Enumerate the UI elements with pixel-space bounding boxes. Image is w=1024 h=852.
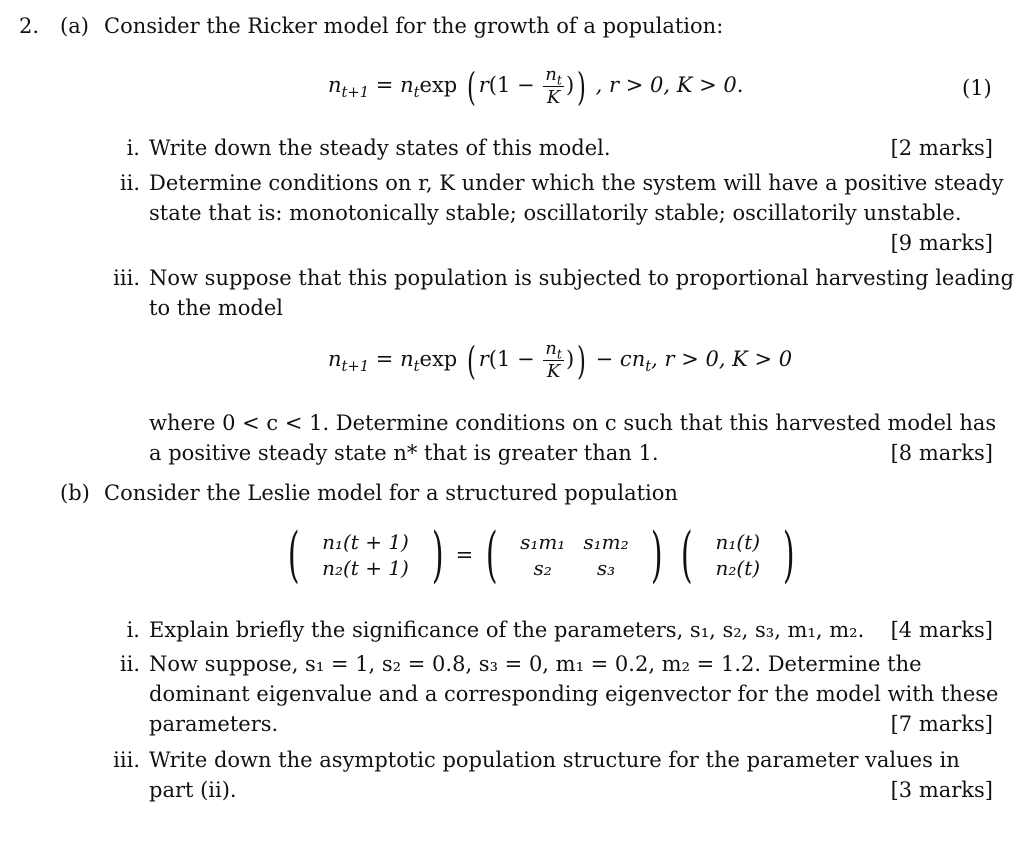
part-a-label: (a) (60, 14, 89, 38)
part-b-intro: Consider the Leslie model for a structured population (104, 481, 678, 505)
item-a-iii-line-2: to the model (149, 296, 283, 320)
item-a-ii-line-1: Determine conditions on r, K under which the system will have a positive steady (149, 171, 1004, 195)
leslie-matrix: s₁m₁ s₁m₂ s₂ s₃ (520, 530, 629, 580)
harvest-text-line-1: where 0 < c < 1. Determine conditions on c such that this harvested model has (149, 411, 997, 435)
item-b-i-label: i. (126, 618, 140, 642)
item-a-i-label: i. (126, 136, 140, 160)
rhs-vector: n₁(t) n₂(t) (715, 530, 761, 580)
item-b-ii-line-1: Now suppose, s₁ = 1, s₂ = 0.8, s₃ = 0, m₁ = 0.2, m₂ = 1.2. Determine the (149, 652, 922, 676)
part-b-label: (b) (60, 481, 90, 505)
harvest-text-line-2: a positive steady state n* that is greater than 1. (149, 441, 659, 465)
item-b-ii-marks: [7 marks] (890, 712, 993, 736)
item-a-ii-line-2: state that is: monotonically stable; oscillatorily stable; oscillatorily unstable. (149, 201, 962, 225)
item-a-ii-marks: [9 marks] (890, 231, 993, 255)
item-a-i-marks: [2 marks] (890, 136, 993, 160)
item-b-ii-line-2: dominant eigenvalue and a corresponding eigenvector for the model with these (149, 682, 999, 706)
item-a-iii-label: iii. (113, 266, 140, 290)
ricker-equation: $n_{t+1} = n_t\exp$ ( r(1 − $\frac{n_t}{K}$ )) , r > 0, K > 0. (328, 64, 744, 109)
question-number: 2. (19, 14, 40, 38)
item-b-i-marks: [4 marks] (890, 618, 993, 642)
item-b-ii-line-3: parameters. (149, 712, 279, 736)
harvest-equation: $n_{t+1} = n_t\exp$ ( r(1 − $\frac{n_t}{K}$ )) − $cn_t$, r > 0, K > 0 (328, 338, 793, 383)
item-b-iii-marks: [3 marks] (890, 778, 993, 802)
leslie-equation: ( n₁(t + 1) n₂(t + 1) ) = ( s₁m₁ s₁m₂ s₂ s₃ ) ( n₁(t) n₂(t) ) (287, 520, 795, 590)
lhs-vector: n₁(t + 1) n₂(t + 1) (322, 530, 409, 580)
item-b-ii-label: ii. (119, 652, 140, 676)
item-b-iii-line-1: Write down the asymptotic population structure for the parameter values in (149, 748, 960, 772)
item-b-iii-line-2: part (ii). (149, 778, 237, 802)
part-a-intro: Consider the Ricker model for the growth of a population: (104, 14, 724, 38)
equation-tag: (1) (962, 76, 992, 100)
item-a-ii-label: ii. (119, 171, 140, 195)
item-a-iii-marks: [8 marks] (890, 441, 993, 465)
item-a-i-line-1: Write down the steady states of this model. (149, 136, 611, 160)
item-a-iii-line-1: Now suppose that this population is subjected to proportional harvesting leading (149, 266, 1014, 290)
item-b-i-line-1: Explain briefly the significance of the parameters, s₁, s₂, s₃, m₁, m₂. (149, 618, 865, 642)
item-b-iii-label: iii. (113, 748, 140, 772)
